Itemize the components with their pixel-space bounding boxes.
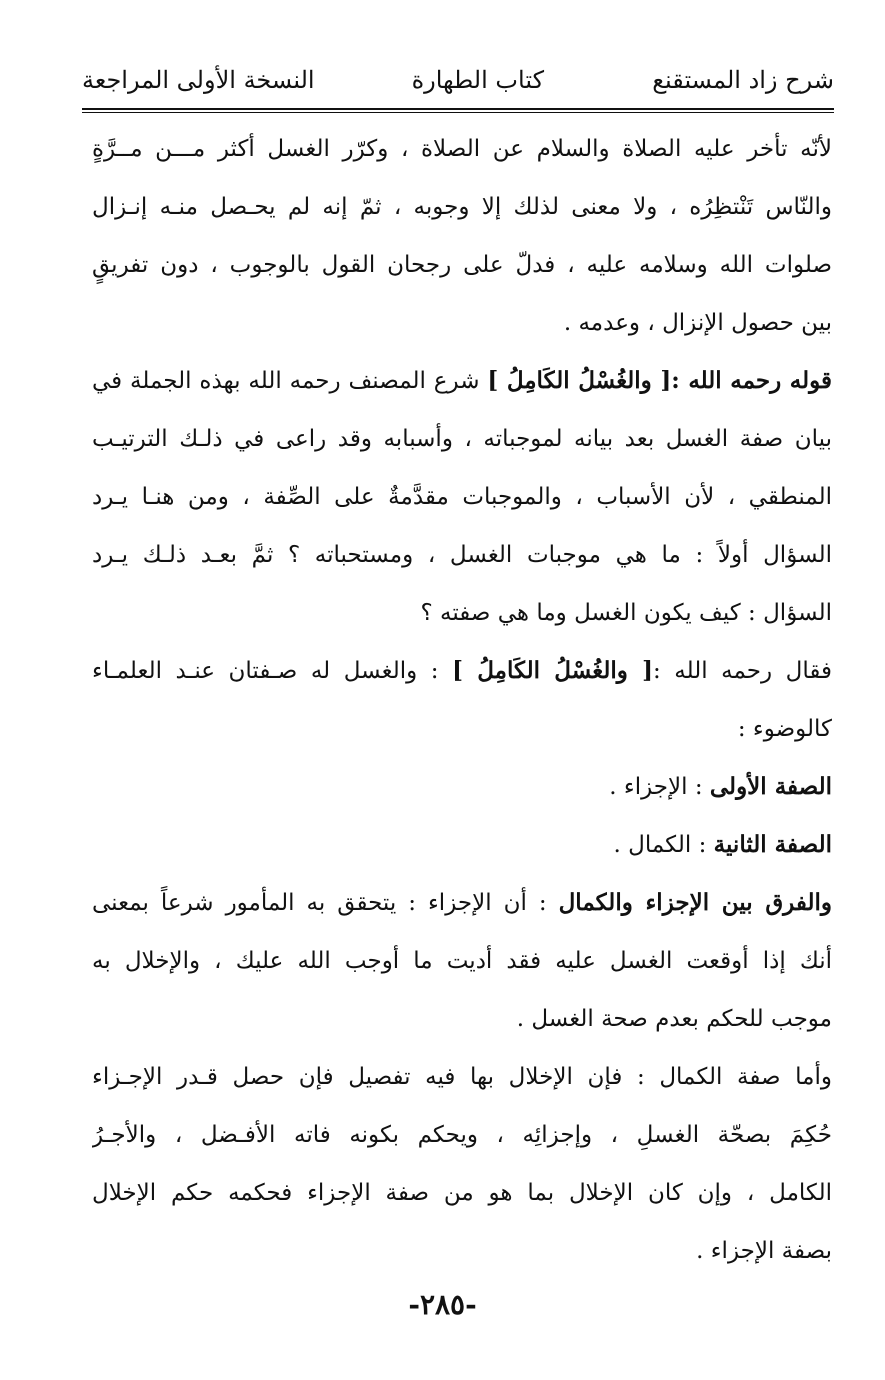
text-line bbox=[92, 1106, 832, 1164]
text-run: فقال رحمه الله : bbox=[652, 658, 832, 684]
text-line bbox=[92, 352, 832, 410]
text-line bbox=[92, 816, 832, 874]
text-run: السؤال أولاً : ما هي موجبات الغسل ، ومستحباته ؟ ثمَّ بعـد ذلـك يـرد bbox=[92, 542, 832, 568]
text-run: : أن الإجزاء : يتحقق به المأمور شرعاً بمعنى bbox=[92, 890, 559, 916]
text-run: كالوضوء : bbox=[737, 716, 832, 742]
page-number: -٢٨٥- bbox=[408, 1288, 477, 1321]
text-line bbox=[92, 236, 832, 294]
bold-phrase: الصفة الأولى bbox=[709, 773, 832, 800]
text-run: بين حصول الإنزال ، وعدمه . bbox=[563, 310, 832, 336]
text-line bbox=[92, 468, 832, 526]
text-run: السؤال : كيف يكون الغسل وما هي صفته ؟ bbox=[420, 600, 832, 626]
chapter-title: كتاب الطهارة bbox=[411, 66, 544, 94]
text-line bbox=[92, 410, 832, 468]
header-rule-thin bbox=[82, 112, 834, 113]
text-run: لأنّه تأخر عليه الصلاة والسلام عن الصلاة ، وكرّر الغسل أكثر مـــن مــرَّةٍ bbox=[92, 136, 832, 162]
text-line bbox=[92, 990, 832, 1048]
text-run: المنطقي ، لأن الأسباب ، والموجبات مقدَّمةٌ على الصِّفة ، ومن هنـا يـرد bbox=[92, 484, 832, 510]
text-run: : والغسل له صـفتان عنـد العلمـاء bbox=[92, 658, 453, 684]
text-run: الكامل ، وإن كان الإخلال بما هو من صفة الإجزاء فحكمه حكم الإخلال bbox=[92, 1180, 832, 1206]
bold-phrase: الصفة الثانية bbox=[713, 831, 832, 858]
text-run: : الكمال . bbox=[613, 832, 714, 858]
text-run: بصفة الإجزاء . bbox=[696, 1238, 832, 1264]
text-line bbox=[92, 932, 832, 990]
bold-phrase: والفرق بين الإجزاء والكمال bbox=[558, 889, 832, 916]
header-rule bbox=[82, 108, 834, 110]
text-line bbox=[92, 584, 832, 642]
text-run: حُكِمَ بصحّة الغسلِ ، وإجزائِه ، ويحكم بكونه فاته الأفـضل ، والأجـرُ bbox=[92, 1122, 832, 1148]
text-line bbox=[92, 874, 832, 932]
edition-label: النسخة الأولى المراجعة bbox=[82, 66, 315, 94]
text-run: شرع المصنف رحمه الله بهذه الجملة في bbox=[92, 368, 488, 394]
bold-phrase: [ والغُسْلُ الكَامِلُ ] bbox=[452, 657, 653, 684]
text-line bbox=[92, 1164, 832, 1222]
bold-phrase: قوله رحمه الله :[ والغُسْلُ الكَامِلُ ] bbox=[487, 367, 832, 394]
text-run: بيان صفة الغسل بعد بيانه لموجباته ، وأسبابه وقد راعى في ذلـك الترتيـب bbox=[92, 426, 832, 452]
text-run: موجب للحكم بعدم صحة الغسل . bbox=[516, 1006, 832, 1032]
text-line bbox=[92, 294, 832, 352]
text-run: أنك إذا أوقعت الغسل عليه فقد أديت ما أوجب الله عليك ، والإخلال به bbox=[92, 948, 832, 974]
text-line bbox=[92, 1048, 832, 1106]
text-run: وأما صفة الكمال : فإن الإخلال بها فيه تفصيل فإن حصل قـدر الإجـزاء bbox=[92, 1064, 832, 1090]
text-line bbox=[92, 758, 832, 816]
book-title: شرح زاد المستقنع bbox=[652, 66, 834, 94]
text-run: والنّاس تَنْتظِرُه ، ولا معنى لذلك إلا وجوبه ، ثمّ إنه لم يحـصل منـه إنـزال bbox=[92, 194, 832, 220]
text-run: : الإجزاء . bbox=[609, 774, 710, 800]
body-text bbox=[92, 120, 832, 1280]
text-line bbox=[92, 526, 832, 584]
text-line bbox=[92, 178, 832, 236]
text-line bbox=[92, 700, 832, 758]
text-line bbox=[92, 1222, 832, 1280]
text-line bbox=[92, 642, 832, 700]
running-header bbox=[82, 58, 834, 98]
text-run: صلوات الله وسلامه عليه ، فدلّ على رجحان القول بالوجوب ، دون تفريقٍ bbox=[92, 252, 832, 278]
text-line bbox=[92, 120, 832, 178]
